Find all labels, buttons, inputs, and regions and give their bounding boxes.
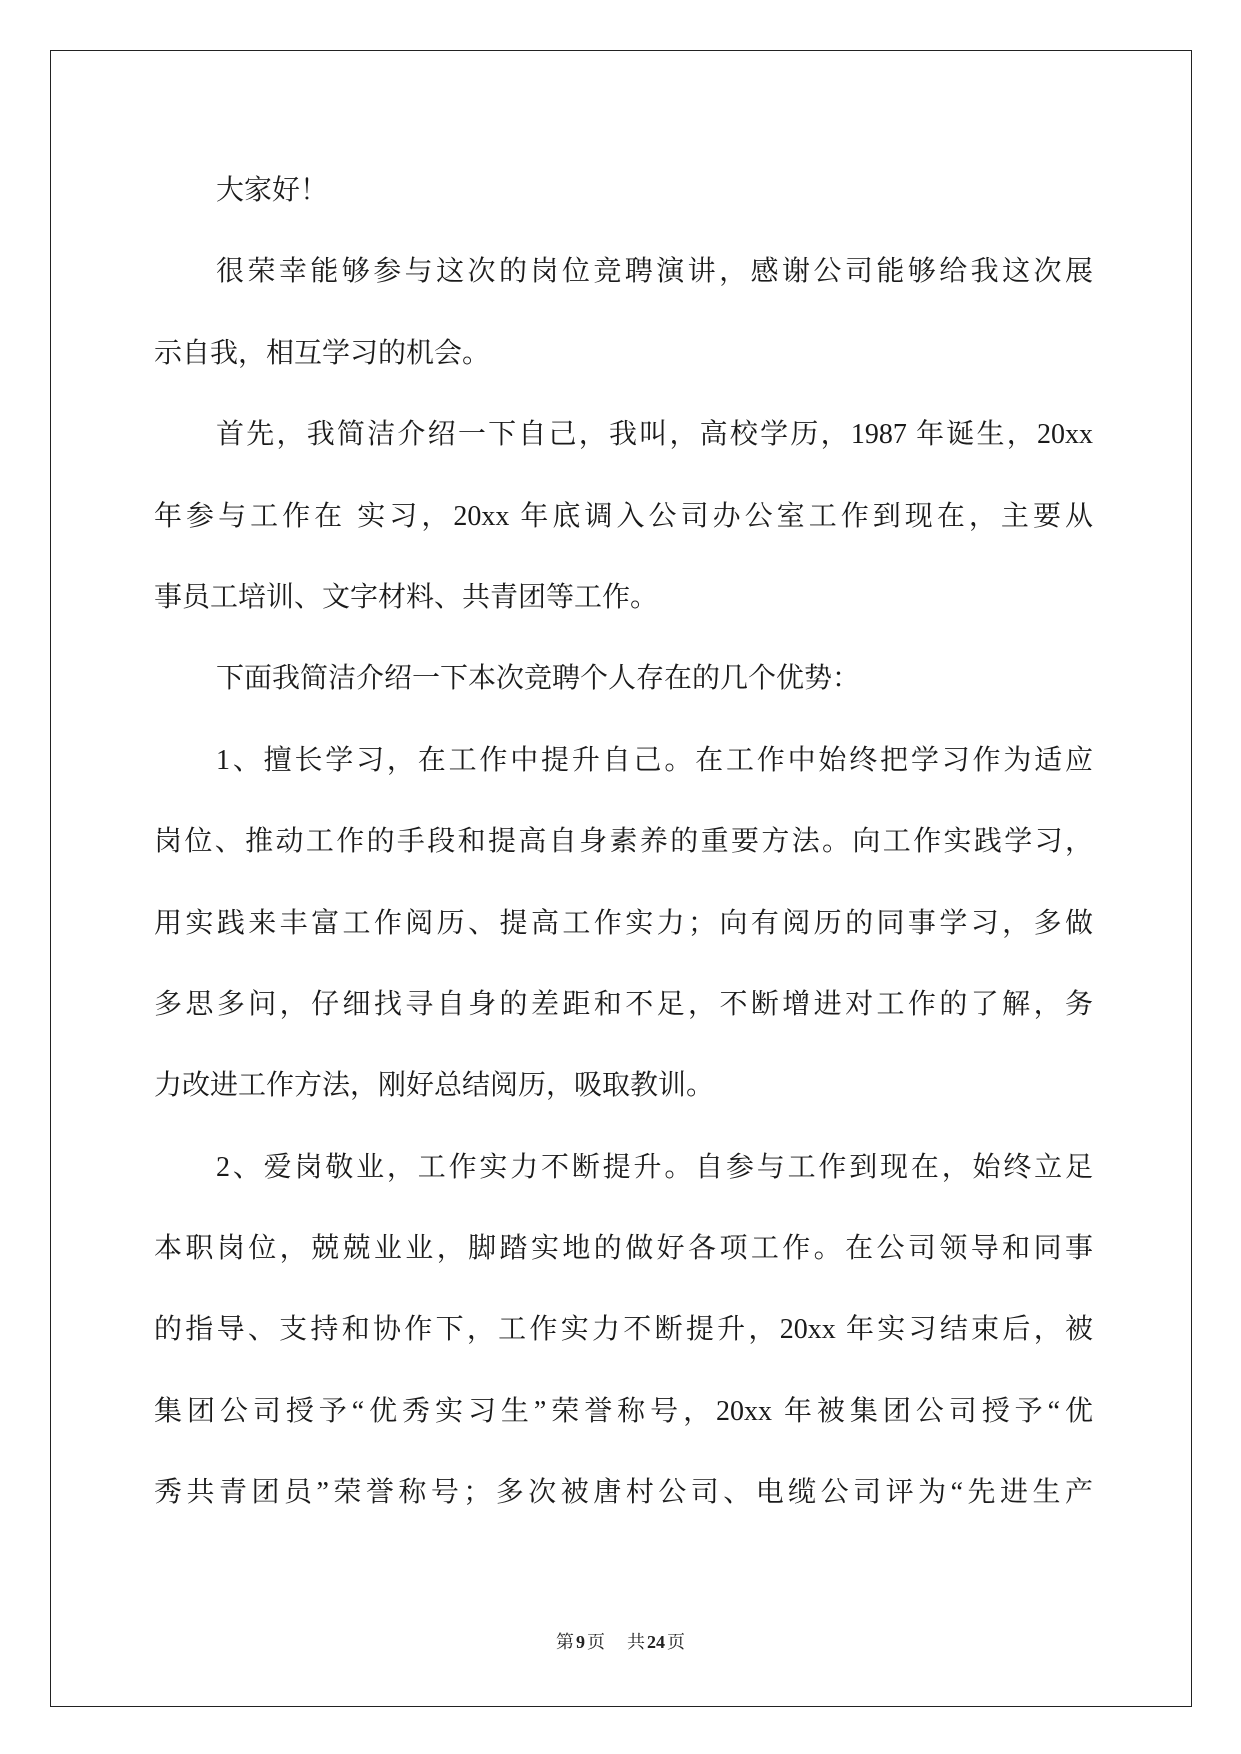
paragraph-line: 大家好！ <box>216 175 329 206</box>
document-body <box>154 150 1093 1534</box>
total-pages-suffix: 页 <box>667 1632 685 1652</box>
paragraph-line: 力改进工作方法，刚好总结阅历，吸取教训。 <box>154 1070 715 1102</box>
paragraph-line: 岗位、推动工作的手段和提高自身素养的重要方法。向工作实践学习， <box>154 826 1093 858</box>
total-pages-prefix: 共 <box>627 1632 645 1652</box>
paragraph-line: 示自我，相互学习的机会。 <box>154 337 491 369</box>
total-page-count: 24 <box>647 1632 665 1652</box>
paragraph-line: 2、爱岗敬业，工作实力不断提升。自参与工作到现在，始终立足 <box>216 1151 1093 1183</box>
paragraph-line: 很荣幸能够参与这次的岗位竞聘演讲，感谢公司能够给我这次展 <box>216 256 1093 288</box>
paragraph-line: 集团公司授予“优秀实习生”荣誉称号，20xx 年被集团公司授予“优 <box>154 1395 1093 1427</box>
paragraph-line: 1、擅长学习，在工作中提升自己。在工作中始终把学习作为适应 <box>216 744 1093 776</box>
paragraph-line: 事员工培训、文字材料、共青团等工作。 <box>154 581 659 613</box>
paragraph-line: 下面我简洁介绍一下本次竞聘个人存在的几个优势： <box>216 663 861 695</box>
paragraph-line: 用实践来丰富工作阅历、提高工作实力；向有阅历的同事学习，多做 <box>154 907 1093 939</box>
paragraph-line: 秀共青团员”荣誉称号；多次被唐村公司、电缆公司评为“先进生产 <box>154 1477 1093 1509</box>
paragraph-line: 本职岗位，兢兢业业，脚踏实地的做好各项工作。在公司领导和同事 <box>154 1233 1093 1265</box>
page-number-suffix: 页 <box>587 1632 605 1652</box>
page-footer <box>0 1628 1241 1656</box>
paragraph-line: 年参与工作在 实习，20xx 年底调入公司办公室工作到现在，主要从 <box>154 500 1093 532</box>
paragraph-line: 多思多问，仔细找寻自身的差距和不足，不断增进对工作的了解，务 <box>154 988 1093 1020</box>
page-number-prefix: 第 <box>556 1632 574 1652</box>
paragraph-line: 首先，我简洁介绍一下自己，我叫，高校学历，1987 年诞生，20xx <box>216 419 1093 451</box>
current-page-number: 9 <box>576 1632 585 1652</box>
paragraph-line: 的指导、支持和协作下，工作实力不断提升，20xx 年实习结束后，被 <box>154 1314 1093 1346</box>
